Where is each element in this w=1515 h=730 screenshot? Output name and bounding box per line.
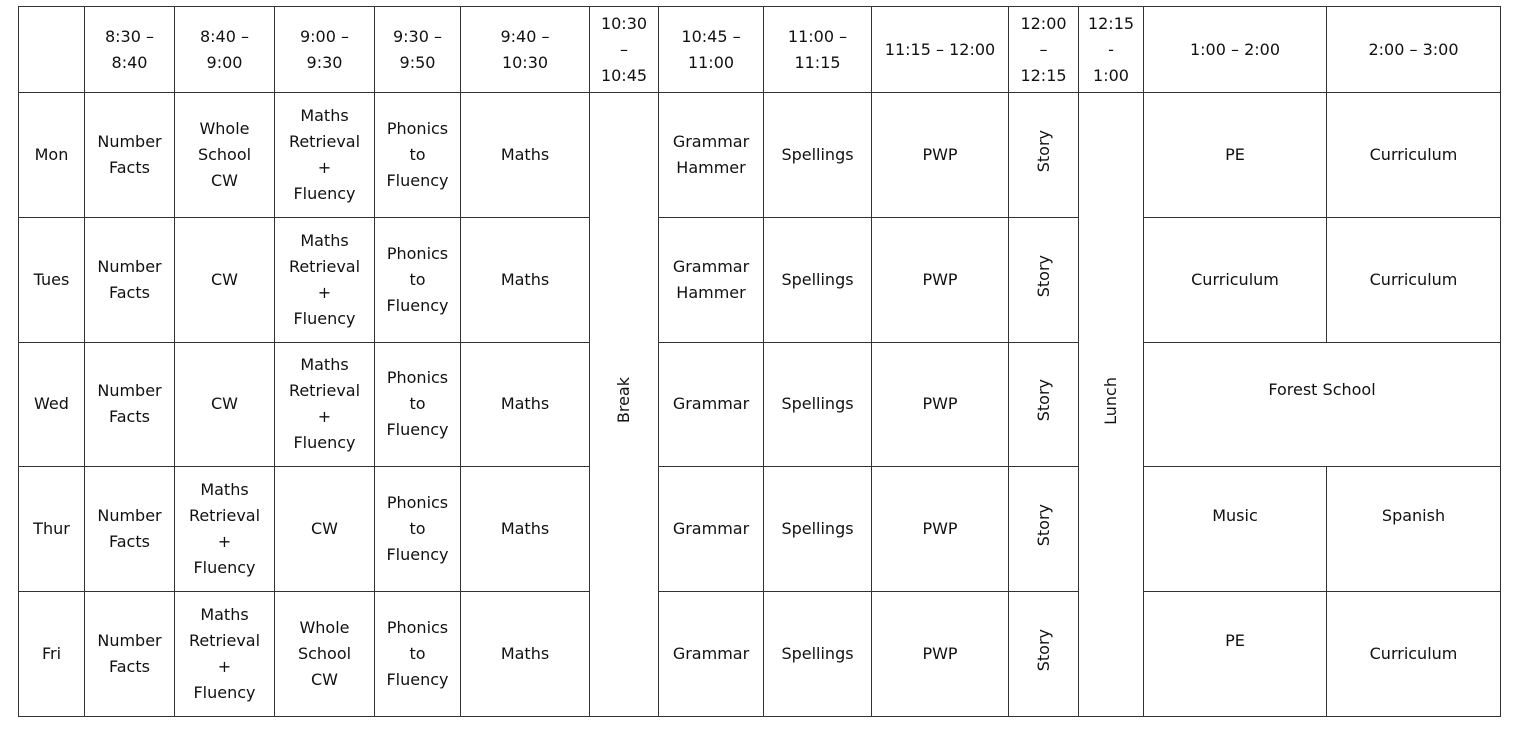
lesson-cell: PE — [1144, 592, 1327, 717]
story-label: Story — [1033, 504, 1053, 547]
lesson-cell: Curriculum — [1327, 93, 1501, 218]
lesson-cell: Number Facts — [85, 93, 175, 218]
time-header: 10:30 – 10:45 — [590, 7, 659, 93]
lesson-cell: PWP — [872, 467, 1009, 592]
day-label: Mon — [19, 93, 85, 218]
time-header: 12:15 - 1:00 — [1079, 7, 1144, 93]
lesson-cell: Maths Retrieval + Fluency — [275, 93, 375, 218]
time-header: 1:00 – 2:00 — [1144, 7, 1327, 93]
lesson-cell: Maths — [461, 217, 590, 342]
break-label: Break — [614, 377, 633, 424]
story-cell — [1009, 592, 1079, 717]
time-header: 8:40 – 9:00 — [175, 7, 275, 93]
lunch-label: Lunch — [1101, 376, 1120, 425]
lesson-cell: Grammar — [659, 592, 764, 717]
story-cell — [1009, 467, 1079, 592]
time-header: 11:00 – 11:15 — [764, 7, 872, 93]
time-header: 9:40 – 10:30 — [461, 7, 590, 93]
lesson-cell: Music — [1144, 467, 1327, 592]
lesson-cell: Spellings — [764, 592, 872, 717]
lunch-cell — [1079, 93, 1144, 717]
lesson-cell: PWP — [872, 217, 1009, 342]
time-header: 12:00 – 12:15 — [1009, 7, 1079, 93]
day-label: Thur — [19, 467, 85, 592]
day-label: Wed — [19, 342, 85, 467]
time-header: 11:15 – 12:00 — [872, 7, 1009, 93]
lesson-cell: Grammar — [659, 342, 764, 467]
day-label: Fri — [19, 592, 85, 717]
header-row — [19, 7, 1501, 93]
lesson-cell: Maths Retrieval + Fluency — [275, 217, 375, 342]
story-label: Story — [1033, 129, 1053, 173]
day-row-mon — [19, 93, 1501, 218]
lesson-cell: CW — [175, 217, 275, 342]
lesson-cell: Maths — [461, 592, 590, 717]
lesson-cell: Curriculum — [1327, 592, 1501, 717]
time-header: 2:00 – 3:00 — [1327, 7, 1501, 93]
lesson-cell: Grammar Hammer — [659, 93, 764, 218]
lesson-cell: PWP — [872, 592, 1009, 717]
lesson-cell: Maths Retrieval + Fluency — [175, 592, 275, 717]
story-cell — [1009, 342, 1079, 467]
lesson-cell: Spellings — [764, 467, 872, 592]
lesson-cell: CW — [275, 467, 375, 592]
story-label: Story — [1033, 628, 1053, 672]
lesson-cell: Number Facts — [85, 592, 175, 717]
day-row-tues — [19, 217, 1501, 342]
lesson-cell: Number Facts — [85, 217, 175, 342]
lesson-cell: Maths — [461, 93, 590, 218]
time-header: 8:30 – 8:40 — [85, 7, 175, 93]
lesson-cell: Phonics to Fluency — [375, 93, 461, 218]
day-label: Tues — [19, 217, 85, 342]
time-header: 9:00 – 9:30 — [275, 7, 375, 93]
lesson-cell: Number Facts — [85, 342, 175, 467]
lesson-cell: Grammar Hammer — [659, 217, 764, 342]
lesson-cell: Maths — [461, 467, 590, 592]
lesson-cell: Spanish — [1327, 467, 1501, 592]
lesson-cell: CW — [175, 342, 275, 467]
break-cell — [590, 93, 659, 717]
story-cell — [1009, 217, 1079, 342]
lesson-cell: Curriculum — [1144, 217, 1327, 342]
lesson-cell: PWP — [872, 93, 1009, 218]
lesson-cell: Phonics to Fluency — [375, 467, 461, 592]
lesson-cell: Phonics to Fluency — [375, 342, 461, 467]
lesson-cell: Maths — [461, 342, 590, 467]
lesson-cell: Whole School CW — [275, 592, 375, 717]
lesson-cell: PWP — [872, 342, 1009, 467]
lesson-cell: Curriculum — [1327, 217, 1501, 342]
lesson-cell: Phonics to Fluency — [375, 217, 461, 342]
lesson-cell: Whole School CW — [175, 93, 275, 218]
lesson-cell: PE — [1144, 93, 1327, 218]
day-row-fri — [19, 592, 1501, 717]
lesson-cell: Spellings — [764, 217, 872, 342]
day-row-wed — [19, 342, 1501, 467]
lesson-cell: Maths Retrieval + Fluency — [275, 342, 375, 467]
lesson-cell-forest-school: Forest School — [1144, 342, 1501, 467]
story-cell — [1009, 93, 1079, 218]
lesson-cell: Number Facts — [85, 467, 175, 592]
lesson-cell: Phonics to Fluency — [375, 592, 461, 717]
time-header: 10:45 – 11:00 — [659, 7, 764, 93]
day-row-thur — [19, 467, 1501, 592]
lesson-cell: Grammar — [659, 467, 764, 592]
timetable — [18, 6, 1501, 717]
lesson-cell: Spellings — [764, 342, 872, 467]
lesson-cell: Spellings — [764, 93, 872, 218]
corner-cell — [19, 7, 85, 93]
lesson-cell: Maths Retrieval + Fluency — [175, 467, 275, 592]
time-header: 9:30 – 9:50 — [375, 7, 461, 93]
story-label: Story — [1033, 379, 1053, 422]
story-label: Story — [1033, 254, 1053, 297]
